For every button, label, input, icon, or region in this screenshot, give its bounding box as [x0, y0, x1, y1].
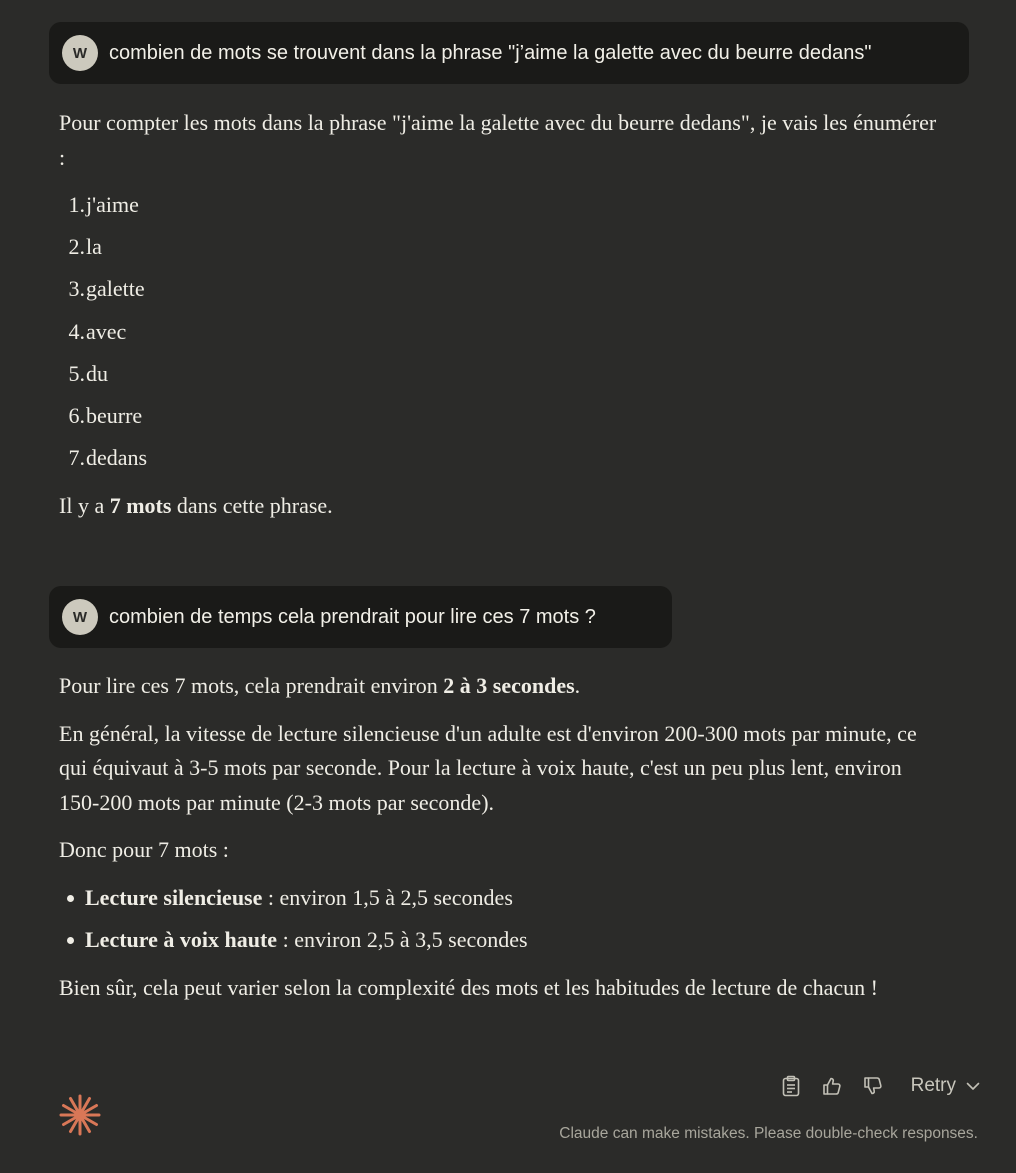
assistant-paragraph: Donc pour 7 mots : — [59, 837, 229, 862]
list-word: galette — [86, 276, 145, 302]
list-number: 2. — [68, 234, 85, 260]
user-avatar[interactable]: W — [62, 599, 98, 635]
list-item — [59, 272, 939, 314]
list-item — [59, 923, 939, 965]
p1-bold: 2 à 3 secondes — [443, 673, 575, 698]
list-number: 7. — [68, 445, 85, 471]
user-message-text: combien de temps cela prendrait pour lire ces 7 mots ? — [109, 605, 596, 628]
clipboard-icon[interactable] — [780, 1075, 802, 1097]
assistant-paragraph: Bien sûr, cela peut varier selon la complexité des mots et les habitudes de lecture de chacun ! — [59, 974, 878, 1000]
assistant-message — [59, 669, 939, 1005]
bullet-value: : environ 1,5 à 2,5 secondes — [262, 884, 513, 910]
user-message — [49, 22, 969, 84]
user-avatar[interactable]: W — [62, 35, 98, 71]
assistant-message — [59, 106, 939, 524]
list-number: 1. — [68, 192, 85, 217]
bullet-text — [85, 923, 528, 958]
assistant-paragraph: Pour compter les mots dans la phrase "j'aime la galette avec du beurre dedans", je vais les énumérer : — [59, 110, 937, 170]
list-item — [59, 230, 939, 272]
conclusion-prefix: Il y a — [59, 493, 110, 519]
assistant-conclusion — [59, 489, 939, 524]
list-word: beurre — [86, 402, 143, 428]
list-number: 5. — [68, 360, 85, 386]
message-actions — [780, 1069, 980, 1103]
word-list — [59, 188, 939, 483]
list-word: avec — [86, 318, 127, 344]
p1-suffix: . — [574, 673, 581, 698]
user-message — [49, 586, 672, 648]
assistant-paragraph: En général, la vitesse de lecture silencieuse d'un adulte est d'environ 200-300 mots par minute, ce qui équivaut à 3-5 mots par seconde. Pour la lecture à voix haute, c'est un peu plus lent, environ 150-200 mots par minute (2-3 mots par seconde). — [59, 720, 917, 815]
assistant-paragraph — [59, 669, 939, 704]
list-word: du — [86, 360, 108, 386]
bullet-value: : environ 2,5 à 3,5 secondes — [277, 926, 528, 952]
bullet-label: Lecture à voix haute — [85, 926, 278, 952]
user-message-text: combien de mots se trouvent dans la phrase "j’aime la galette avec du beurre dedans" — [109, 41, 872, 64]
thumbs-down-icon[interactable] — [862, 1075, 884, 1097]
list-item — [59, 441, 939, 483]
list-number: 6. — [68, 402, 85, 428]
disclaimer-text: Claude can make mistakes. Please double-check responses. — [559, 1125, 978, 1142]
list-item — [59, 881, 939, 923]
conclusion-bold: 7 mots — [109, 493, 172, 519]
chevron-down-icon — [966, 1082, 980, 1091]
bullet-text — [85, 881, 513, 916]
thumbs-up-icon[interactable] — [821, 1075, 843, 1097]
retry-button[interactable] — [911, 1075, 980, 1097]
list-number: 4. — [68, 318, 85, 344]
p1-prefix: Pour lire ces 7 mots, cela prendrait environ — [59, 673, 444, 698]
list-number: 3. — [68, 276, 85, 302]
bullet-list — [59, 881, 939, 965]
bullet-label: Lecture silencieuse — [85, 884, 263, 910]
list-item — [59, 399, 939, 441]
list-item — [59, 357, 939, 399]
list-word: la — [86, 234, 102, 260]
claude-sparkle-icon — [58, 1093, 102, 1137]
retry-label: Retry — [910, 1075, 956, 1096]
list-item — [59, 188, 939, 230]
list-word: dedans — [86, 445, 148, 471]
list-item — [59, 315, 939, 357]
list-word: j'aime — [86, 192, 139, 217]
conclusion-suffix: dans cette phrase. — [171, 493, 333, 519]
